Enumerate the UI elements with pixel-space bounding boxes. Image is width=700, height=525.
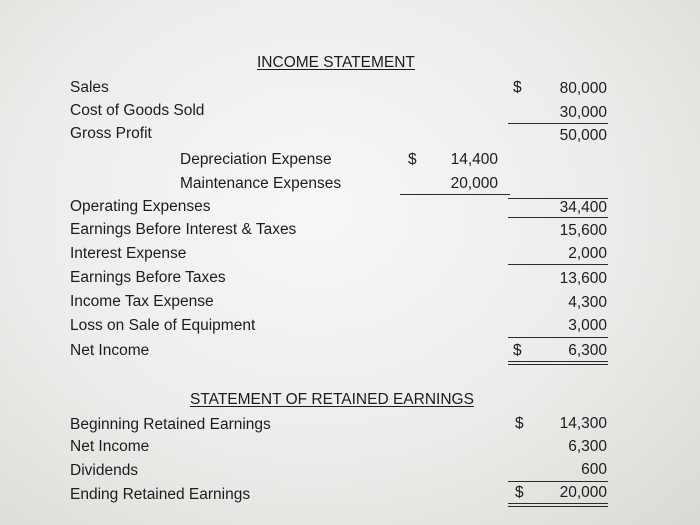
interest-value: 2,000: [568, 245, 607, 262]
beginning-re-currency: $: [515, 415, 524, 432]
beginning-re-value: 14,300: [559, 415, 607, 432]
tax-label: Income Tax Expense: [70, 293, 214, 310]
ending-re-value: 20,000: [559, 484, 607, 501]
ebit-value: 15,600: [559, 222, 607, 239]
net-income-currency: $: [513, 342, 522, 359]
re-net-income-label: Net Income: [70, 438, 150, 455]
sales-label: Sales: [70, 79, 109, 96]
ebt-value: 13,600: [559, 270, 607, 287]
dividends-value: 600: [581, 461, 607, 478]
net-income-value: 6,300: [568, 342, 607, 359]
cogs-value: 30,000: [559, 104, 607, 121]
ebt-rule: [508, 264, 608, 265]
gross-profit-label: Gross Profit: [70, 125, 152, 142]
gross-profit-value: 50,000: [559, 127, 607, 144]
loss-equipment-label: Loss on Sale of Equipment: [70, 317, 256, 334]
expenses-subtotal-rule: [400, 194, 510, 195]
depreciation-value: 14,400: [450, 151, 498, 168]
sales-value: 80,000: [559, 80, 607, 97]
cogs-label: Cost of Goods Sold: [70, 102, 205, 119]
gross-profit-rule: [508, 123, 608, 124]
net-income-double-rule: [508, 361, 608, 365]
net-income-rule: [508, 337, 608, 338]
dividends-label: Dividends: [70, 462, 139, 479]
interest-label: Interest Expense: [70, 245, 187, 262]
sales-currency: $: [513, 79, 522, 96]
income-statement-title: INCOME STATEMENT: [257, 54, 415, 71]
maintenance-label: Maintenance Expenses: [180, 175, 342, 192]
depreciation-currency: $: [408, 151, 417, 168]
ending-re-double-rule: [508, 503, 608, 507]
net-income-label: Net Income: [70, 342, 150, 359]
ebt-label: Earnings Before Taxes: [70, 269, 226, 286]
retained-earnings-title: STATEMENT OF RETAINED EARNINGS: [190, 391, 474, 408]
beginning-re-label: Beginning Retained Earnings: [70, 416, 271, 433]
depreciation-label: Depreciation Expense: [180, 151, 332, 168]
loss-equipment-value: 3,000: [568, 317, 607, 334]
operating-expenses-value: 34,400: [559, 199, 607, 216]
maintenance-value: 20,000: [450, 175, 498, 192]
ebit-label: Earnings Before Interest & Taxes: [70, 221, 297, 238]
operating-expenses-label: Operating Expenses: [70, 198, 211, 215]
re-net-income-value: 6,300: [568, 438, 607, 455]
tax-value: 4,300: [568, 294, 607, 311]
ebit-rule: [508, 217, 608, 218]
ending-re-rule: [508, 481, 608, 482]
ending-re-label: Ending Retained Earnings: [70, 486, 251, 503]
ending-re-currency: $: [515, 484, 524, 501]
